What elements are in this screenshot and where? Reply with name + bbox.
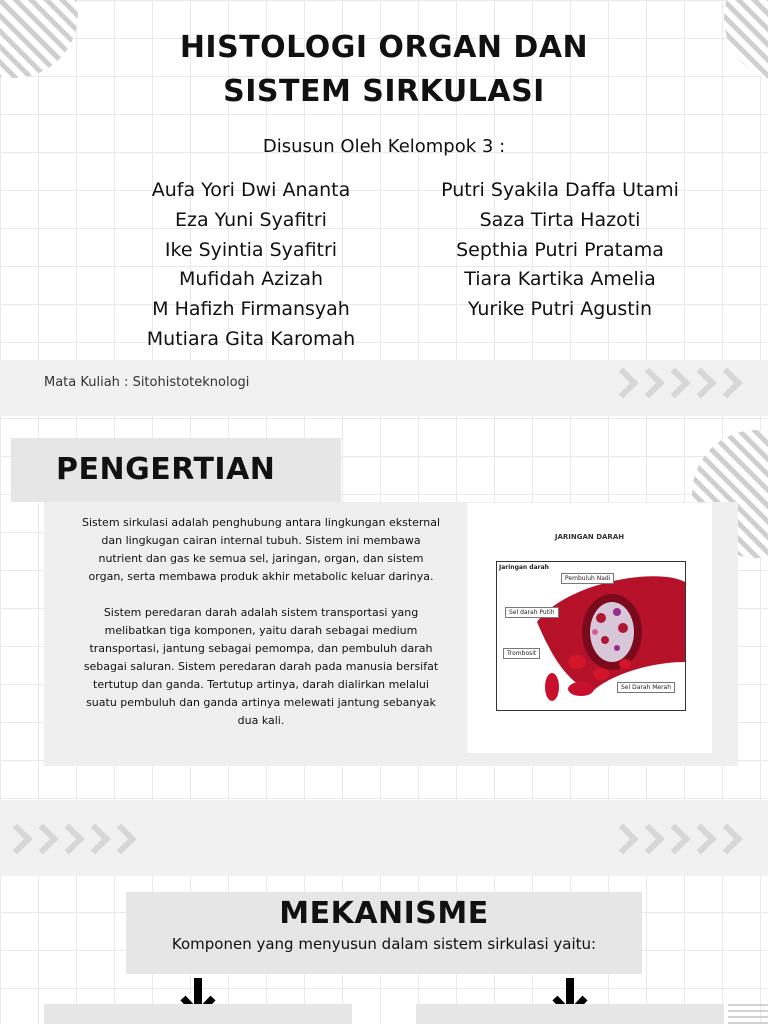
- pengertian-text: [80, 514, 442, 730]
- member-name: Yurike Putri Agustin: [467, 298, 653, 321]
- member-name: Tiara Kartika Amelia: [464, 268, 656, 291]
- pengertian-heading: PENGERTIAN: [56, 452, 276, 487]
- title-line-1: HISTOLOGI ORGAN DAN: [179, 30, 589, 65]
- pengertian-paragraph-1: Sistem sirkulasi adalah penghubung antara lingkungan eksternal dan lingkugan cairan internal tubuh. Sistem ini membawa nutrient dan gas ke semua sel, jaringan, organ, dan sistem organ, serta membawa produk akhir metabolic keluar darinya.: [81, 516, 441, 583]
- member-name: Aufa Yori Dwi Ananta: [151, 179, 351, 201]
- member-name: M Hafizh Firmansyah: [152, 298, 350, 321]
- chevron-right-icon: [664, 368, 688, 398]
- member-name: Saza Tirta Hazoti: [479, 208, 641, 231]
- chevron-right-icon: [110, 824, 134, 854]
- chevron-right-icon: [612, 824, 636, 854]
- label-trombosit: Trombosit: [503, 648, 540, 659]
- stripe-decoration: [728, 1000, 768, 1024]
- chevron-right-icon: [6, 824, 30, 854]
- page-title: [0, 26, 768, 114]
- chevron-right-icon: [32, 824, 56, 854]
- chevron-right-icon: [612, 368, 636, 398]
- member-name: Ike Syintia Syafitri: [164, 238, 338, 261]
- chevron-right-icon: [638, 368, 662, 398]
- member-name: Eza Yuni Syafitri: [175, 208, 327, 231]
- chevron-right-icon: [716, 368, 740, 398]
- chevron-right-icon: [664, 824, 688, 854]
- mekanisme-heading: MEKANISME: [279, 896, 489, 931]
- chevron-decoration-right: [612, 368, 740, 398]
- member-list-right: [420, 176, 700, 325]
- label-sel-darah-merah: Sel Darah Merah: [617, 682, 675, 693]
- chevron-right-icon: [58, 824, 82, 854]
- group-subtitle: Disusun Oleh Kelompok 3 :: [262, 136, 506, 157]
- title-line-2: SISTEM SIRKULASI: [223, 74, 545, 109]
- figure-corner-label: Jaringan darah: [499, 564, 549, 571]
- chevron-right-icon: [638, 824, 662, 854]
- member-name: Mutiara Gita Karomah: [146, 327, 356, 350]
- chevron-right-icon: [84, 824, 108, 854]
- chevron-right-icon: [716, 824, 740, 854]
- blood-vessel-illustration: [496, 561, 686, 711]
- component-box-left: [44, 1004, 352, 1024]
- chevron-decoration-right-2: [612, 824, 740, 854]
- chevron-right-icon: [690, 824, 714, 854]
- member-list-left: [122, 176, 380, 355]
- label-sel-darah-putih: Sel darah Putih: [505, 607, 559, 618]
- figure-title: JARINGAN DARAH: [554, 533, 625, 541]
- component-box-right: [416, 1004, 724, 1024]
- member-name: Mufidah Azizah: [178, 268, 324, 291]
- mekanisme-subtitle: Komponen yang menyusun dalam sistem sirkulasi yaitu:: [171, 935, 597, 953]
- member-name: Septhia Putri Pratama: [456, 238, 664, 261]
- chevron-decoration-left: [6, 824, 134, 854]
- course-label: Mata Kuliah : Sitohistoteknologi: [44, 375, 250, 390]
- label-pembuluh-nadi: Pembuluh Nadi: [561, 573, 614, 584]
- member-name: Putri Syakila Daffa Utami: [441, 179, 679, 201]
- chevron-right-icon: [690, 368, 714, 398]
- pengertian-paragraph-2: Sistem peredaran darah adalah sistem transportasi yang melibatkan tiga komponen, yaitu darah sebagai medium transportasi, jantung sebagai pemompa, dan pembuluh darah sebagai saluran. Sistem peredaran darah pada manusia bersifat tertutup dan ganda. Tertutup artinya, darah dialirkan melalui suatu pembuluh dan ganda artinya melewati jantung sebanyak dua kali.: [83, 606, 439, 727]
